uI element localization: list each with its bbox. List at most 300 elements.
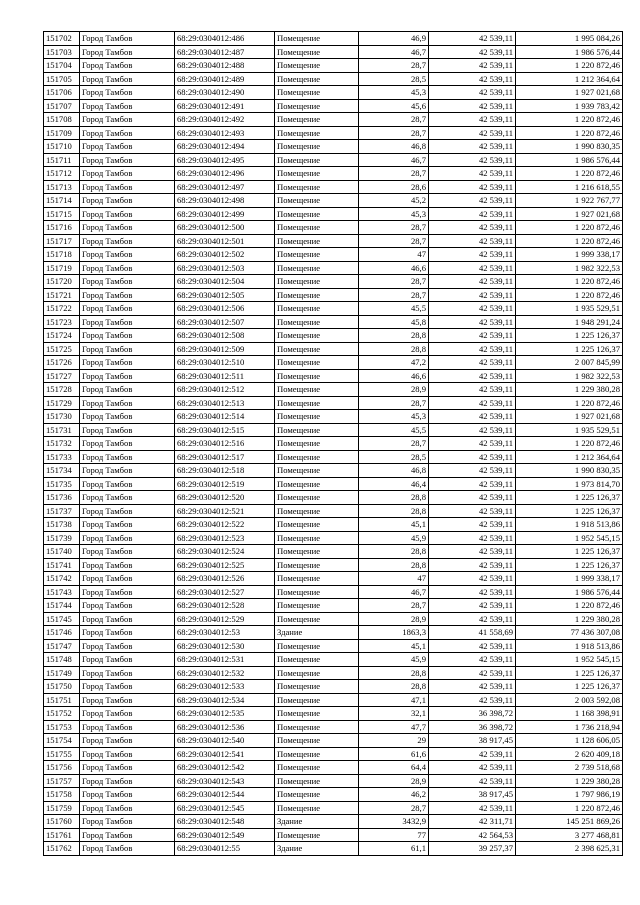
object-type-cell: Помещение <box>275 194 359 208</box>
row-number-cell: 151733 <box>44 450 80 464</box>
object-type-cell: Помещение <box>275 558 359 572</box>
object-type-cell: Помещение <box>275 207 359 221</box>
object-type-cell: Помещение <box>275 180 359 194</box>
specific-value-cell: 42 539,11 <box>429 585 516 599</box>
row-number-cell: 151735 <box>44 477 80 491</box>
city-cell: Город Тамбов <box>80 86 175 100</box>
city-cell: Город Тамбов <box>80 788 175 802</box>
object-type-cell: Помещение <box>275 45 359 59</box>
city-cell: Город Тамбов <box>80 194 175 208</box>
row-number-cell: 151732 <box>44 437 80 451</box>
table-row <box>44 734 623 748</box>
table-row <box>44 410 623 424</box>
row-number-cell: 151702 <box>44 32 80 46</box>
object-type-cell: Помещение <box>275 99 359 113</box>
city-cell: Город Тамбов <box>80 450 175 464</box>
row-number-cell: 151756 <box>44 761 80 775</box>
table-row <box>44 801 623 815</box>
city-cell: Город Тамбов <box>80 626 175 640</box>
cadastral-number-cell: 68:29:0304012:507 <box>175 315 275 329</box>
object-type-cell: Помещение <box>275 653 359 667</box>
area-cell: 61,1 <box>359 842 429 856</box>
cadastral-value-cell: 1 225 126,37 <box>516 545 623 559</box>
object-type-cell: Помещение <box>275 612 359 626</box>
table-row <box>44 126 623 140</box>
object-type-cell: Помещение <box>275 369 359 383</box>
city-cell: Город Тамбов <box>80 653 175 667</box>
city-cell: Город Тамбов <box>80 680 175 694</box>
area-cell: 47,2 <box>359 356 429 370</box>
object-type-cell: Помещение <box>275 72 359 86</box>
cadastral-value-cell: 1 220 872,46 <box>516 221 623 235</box>
cadastral-value-cell: 1 736 218,94 <box>516 720 623 734</box>
area-cell: 46,8 <box>359 464 429 478</box>
cadastral-number-cell: 68:29:0304012:493 <box>175 126 275 140</box>
cadastral-value-cell: 1 220 872,46 <box>516 126 623 140</box>
specific-value-cell: 42 539,11 <box>429 774 516 788</box>
cadastral-number-cell: 68:29:0304012:502 <box>175 248 275 262</box>
city-cell: Город Тамбов <box>80 126 175 140</box>
cadastral-value-cell: 1 220 872,46 <box>516 59 623 73</box>
specific-value-cell: 42 539,11 <box>429 275 516 289</box>
cadastral-number-cell: 68:29:0304012:488 <box>175 59 275 73</box>
area-cell: 46,9 <box>359 32 429 46</box>
row-number-cell: 151739 <box>44 531 80 545</box>
specific-value-cell: 42 539,11 <box>429 32 516 46</box>
object-type-cell: Помещение <box>275 491 359 505</box>
row-number-cell: 151711 <box>44 153 80 167</box>
object-type-cell: Помещение <box>275 585 359 599</box>
area-cell: 46,7 <box>359 585 429 599</box>
city-cell: Город Тамбов <box>80 99 175 113</box>
specific-value-cell: 42 539,11 <box>429 302 516 316</box>
object-type-cell: Помещение <box>275 464 359 478</box>
object-type-cell: Помещение <box>275 720 359 734</box>
specific-value-cell: 42 539,11 <box>429 167 516 181</box>
specific-value-cell: 36 398,72 <box>429 707 516 721</box>
city-cell: Город Тамбов <box>80 477 175 491</box>
table-row <box>44 450 623 464</box>
specific-value-cell: 41 558,69 <box>429 626 516 640</box>
row-number-cell: 151730 <box>44 410 80 424</box>
object-type-cell: Помещение <box>275 437 359 451</box>
city-cell: Город Тамбов <box>80 842 175 856</box>
table-row <box>44 828 623 842</box>
area-cell: 45,2 <box>359 194 429 208</box>
cadastral-number-cell: 68:29:0304012:505 <box>175 288 275 302</box>
cadastral-value-cell: 77 436 307,08 <box>516 626 623 640</box>
area-cell: 28,8 <box>359 545 429 559</box>
city-cell: Город Тамбов <box>80 32 175 46</box>
city-cell: Город Тамбов <box>80 140 175 154</box>
area-cell: 47 <box>359 248 429 262</box>
object-type-cell: Помещение <box>275 167 359 181</box>
cadastral-value-cell: 1 973 814,70 <box>516 477 623 491</box>
cadastral-number-cell: 68:29:0304012:498 <box>175 194 275 208</box>
specific-value-cell: 42 539,11 <box>429 288 516 302</box>
area-cell: 28,7 <box>359 221 429 235</box>
city-cell: Город Тамбов <box>80 207 175 221</box>
city-cell: Город Тамбов <box>80 383 175 397</box>
cadastral-number-cell: 68:29:0304012:522 <box>175 518 275 532</box>
city-cell: Город Тамбов <box>80 612 175 626</box>
cadastral-number-cell: 68:29:0304012:515 <box>175 423 275 437</box>
table-row <box>44 383 623 397</box>
cadastral-number-cell: 68:29:0304012:524 <box>175 545 275 559</box>
table-row <box>44 194 623 208</box>
table-row <box>44 545 623 559</box>
table-row <box>44 288 623 302</box>
specific-value-cell: 42 539,11 <box>429 531 516 545</box>
specific-value-cell: 42 539,11 <box>429 653 516 667</box>
cadastral-number-cell: 68:29:0304012:541 <box>175 747 275 761</box>
area-cell: 28,6 <box>359 180 429 194</box>
cadastral-value-cell: 1 220 872,46 <box>516 599 623 613</box>
table-row <box>44 585 623 599</box>
cadastral-value-cell: 1 935 529,51 <box>516 302 623 316</box>
object-type-cell: Помещение <box>275 383 359 397</box>
cadastral-number-cell: 68:29:0304012:529 <box>175 612 275 626</box>
specific-value-cell: 42 539,11 <box>429 801 516 815</box>
specific-value-cell: 42 539,11 <box>429 639 516 653</box>
area-cell: 3432,9 <box>359 815 429 829</box>
row-number-cell: 151738 <box>44 518 80 532</box>
cadastral-number-cell: 68:29:0304012:521 <box>175 504 275 518</box>
table-row <box>44 693 623 707</box>
cadastral-value-cell: 1 995 084,26 <box>516 32 623 46</box>
table-row <box>44 153 623 167</box>
cadastral-number-cell: 68:29:0304012:499 <box>175 207 275 221</box>
specific-value-cell: 42 539,11 <box>429 396 516 410</box>
cadastral-number-cell: 68:29:0304012:495 <box>175 153 275 167</box>
object-type-cell: Помещение <box>275 572 359 586</box>
area-cell: 45,5 <box>359 423 429 437</box>
area-cell: 28,7 <box>359 396 429 410</box>
cadastral-number-cell: 68:29:0304012:518 <box>175 464 275 478</box>
object-type-cell: Помещение <box>275 221 359 235</box>
city-cell: Город Тамбов <box>80 599 175 613</box>
row-number-cell: 151736 <box>44 491 80 505</box>
cadastral-number-cell: 68:29:0304012:516 <box>175 437 275 451</box>
cadastral-number-cell: 68:29:0304012:519 <box>175 477 275 491</box>
cadastral-value-cell: 1 922 767,77 <box>516 194 623 208</box>
specific-value-cell: 42 539,11 <box>429 572 516 586</box>
cadastral-value-cell: 1 168 398,91 <box>516 707 623 721</box>
row-number-cell: 151709 <box>44 126 80 140</box>
row-number-cell: 151722 <box>44 302 80 316</box>
table-row <box>44 815 623 829</box>
table-row <box>44 342 623 356</box>
row-number-cell: 151731 <box>44 423 80 437</box>
area-cell: 28,9 <box>359 383 429 397</box>
area-cell: 47 <box>359 572 429 586</box>
cadastral-value-cell: 1 229 380,28 <box>516 383 623 397</box>
row-number-cell: 151737 <box>44 504 80 518</box>
city-cell: Город Тамбов <box>80 801 175 815</box>
cadastral-value-cell: 1 220 872,46 <box>516 113 623 127</box>
specific-value-cell: 42 539,11 <box>429 369 516 383</box>
specific-value-cell: 42 539,11 <box>429 680 516 694</box>
city-cell: Город Тамбов <box>80 720 175 734</box>
city-cell: Город Тамбов <box>80 248 175 262</box>
area-cell: 77 <box>359 828 429 842</box>
row-number-cell: 151734 <box>44 464 80 478</box>
cadastral-value-cell: 1 918 513,86 <box>516 518 623 532</box>
table-row <box>44 747 623 761</box>
specific-value-cell: 42 539,11 <box>429 558 516 572</box>
object-type-cell: Помещение <box>275 545 359 559</box>
specific-value-cell: 42 539,11 <box>429 221 516 235</box>
cadastral-number-cell: 68:29:0304012:543 <box>175 774 275 788</box>
row-number-cell: 151717 <box>44 234 80 248</box>
cadastral-number-cell: 68:29:0304012:503 <box>175 261 275 275</box>
cadastral-number-cell: 68:29:0304012:512 <box>175 383 275 397</box>
cadastral-value-cell: 1 982 322,53 <box>516 261 623 275</box>
table-row <box>44 302 623 316</box>
table-row <box>44 666 623 680</box>
city-cell: Город Тамбов <box>80 464 175 478</box>
city-cell: Город Тамбов <box>80 558 175 572</box>
cadastral-number-cell: 68:29:0304012:549 <box>175 828 275 842</box>
city-cell: Город Тамбов <box>80 572 175 586</box>
row-number-cell: 151747 <box>44 639 80 653</box>
specific-value-cell: 42 539,11 <box>429 329 516 343</box>
city-cell: Город Тамбов <box>80 747 175 761</box>
area-cell: 46,7 <box>359 45 429 59</box>
area-cell: 1863,3 <box>359 626 429 640</box>
cadastral-number-cell: 68:29:0304012:55 <box>175 842 275 856</box>
row-number-cell: 151720 <box>44 275 80 289</box>
specific-value-cell: 38 917,45 <box>429 788 516 802</box>
city-cell: Город Тамбов <box>80 302 175 316</box>
table-row <box>44 653 623 667</box>
row-number-cell: 151742 <box>44 572 80 586</box>
city-cell: Город Тамбов <box>80 774 175 788</box>
object-type-cell: Помещение <box>275 423 359 437</box>
cadastral-value-cell: 1 220 872,46 <box>516 167 623 181</box>
specific-value-cell: 38 917,45 <box>429 734 516 748</box>
specific-value-cell: 42 564,53 <box>429 828 516 842</box>
cadastral-value-cell: 145 251 869,26 <box>516 815 623 829</box>
specific-value-cell: 42 539,11 <box>429 207 516 221</box>
object-type-cell: Помещение <box>275 761 359 775</box>
row-number-cell: 151749 <box>44 666 80 680</box>
table-row <box>44 248 623 262</box>
table-row <box>44 396 623 410</box>
cadastral-value-cell: 2 620 409,18 <box>516 747 623 761</box>
cadastral-number-cell: 68:29:0304012:501 <box>175 234 275 248</box>
cadastral-value-cell: 1 225 126,37 <box>516 491 623 505</box>
row-number-cell: 151721 <box>44 288 80 302</box>
area-cell: 45,9 <box>359 531 429 545</box>
table-row <box>44 315 623 329</box>
city-cell: Город Тамбов <box>80 585 175 599</box>
cadastral-value-cell: 1 999 338,17 <box>516 248 623 262</box>
table-row <box>44 423 623 437</box>
row-number-cell: 151762 <box>44 842 80 856</box>
specific-value-cell: 42 539,11 <box>429 599 516 613</box>
area-cell: 46,6 <box>359 261 429 275</box>
object-type-cell: Помещение <box>275 356 359 370</box>
table-row <box>44 72 623 86</box>
specific-value-cell: 42 539,11 <box>429 248 516 262</box>
table-row <box>44 207 623 221</box>
table-row <box>44 261 623 275</box>
city-cell: Город Тамбов <box>80 396 175 410</box>
cadastral-value-cell: 1 220 872,46 <box>516 275 623 289</box>
cadastral-value-cell: 2 398 625,31 <box>516 842 623 856</box>
area-cell: 46,2 <box>359 788 429 802</box>
object-type-cell: Помещение <box>275 599 359 613</box>
area-cell: 28,7 <box>359 126 429 140</box>
table-row <box>44 275 623 289</box>
cadastral-value-cell: 1 986 576,44 <box>516 585 623 599</box>
area-cell: 47,1 <box>359 693 429 707</box>
area-cell: 45,6 <box>359 99 429 113</box>
cadastral-number-cell: 68:29:0304012:511 <box>175 369 275 383</box>
city-cell: Город Тамбов <box>80 491 175 505</box>
table-row <box>44 518 623 532</box>
object-type-cell: Помещение <box>275 126 359 140</box>
cadastral-value-cell: 1 220 872,46 <box>516 437 623 451</box>
area-cell: 61,6 <box>359 747 429 761</box>
cadastral-number-cell: 68:29:0304012:532 <box>175 666 275 680</box>
table-row <box>44 32 623 46</box>
cadastral-number-cell: 68:29:0304012:525 <box>175 558 275 572</box>
specific-value-cell: 42 539,11 <box>429 180 516 194</box>
cadastral-number-cell: 68:29:0304012:534 <box>175 693 275 707</box>
area-cell: 45,1 <box>359 518 429 532</box>
city-cell: Город Тамбов <box>80 261 175 275</box>
city-cell: Город Тамбов <box>80 504 175 518</box>
area-cell: 45,3 <box>359 207 429 221</box>
specific-value-cell: 42 539,11 <box>429 99 516 113</box>
row-number-cell: 151758 <box>44 788 80 802</box>
row-number-cell: 151704 <box>44 59 80 73</box>
cadastral-number-cell: 68:29:0304012:523 <box>175 531 275 545</box>
specific-value-cell: 42 539,11 <box>429 86 516 100</box>
row-number-cell: 151726 <box>44 356 80 370</box>
city-cell: Город Тамбов <box>80 518 175 532</box>
specific-value-cell: 42 539,11 <box>429 761 516 775</box>
city-cell: Город Тамбов <box>80 707 175 721</box>
area-cell: 28,9 <box>359 612 429 626</box>
row-number-cell: 151714 <box>44 194 80 208</box>
area-cell: 29 <box>359 734 429 748</box>
area-cell: 28,8 <box>359 666 429 680</box>
city-cell: Город Тамбов <box>80 288 175 302</box>
specific-value-cell: 42 539,11 <box>429 491 516 505</box>
cadastral-value-cell: 1 225 126,37 <box>516 666 623 680</box>
cadastral-number-cell: 68:29:0304012:527 <box>175 585 275 599</box>
cadastral-value-cell: 2 739 518,68 <box>516 761 623 775</box>
specific-value-cell: 42 539,11 <box>429 747 516 761</box>
city-cell: Город Тамбов <box>80 180 175 194</box>
cadastral-value-cell: 1 982 322,53 <box>516 369 623 383</box>
table-row <box>44 842 623 856</box>
table-row <box>44 356 623 370</box>
cadastral-number-cell: 68:29:0304012:531 <box>175 653 275 667</box>
area-cell: 28,8 <box>359 558 429 572</box>
cadastral-number-cell: 68:29:0304012:517 <box>175 450 275 464</box>
cadastral-value-cell: 1 948 291,24 <box>516 315 623 329</box>
city-cell: Город Тамбов <box>80 531 175 545</box>
cadastral-value-cell: 3 277 468,81 <box>516 828 623 842</box>
cadastral-number-cell: 68:29:0304012:514 <box>175 410 275 424</box>
area-cell: 28,7 <box>359 234 429 248</box>
area-cell: 45,3 <box>359 86 429 100</box>
city-cell: Город Тамбов <box>80 666 175 680</box>
table-row <box>44 626 623 640</box>
table-row <box>44 45 623 59</box>
object-type-cell: Помещение <box>275 828 359 842</box>
row-number-cell: 151727 <box>44 369 80 383</box>
object-type-cell: Помещение <box>275 288 359 302</box>
row-number-cell: 151716 <box>44 221 80 235</box>
cadastral-value-cell: 1 216 618,55 <box>516 180 623 194</box>
table-row <box>44 477 623 491</box>
area-cell: 45,5 <box>359 302 429 316</box>
area-cell: 45,9 <box>359 653 429 667</box>
cadastral-number-cell: 68:29:0304012:496 <box>175 167 275 181</box>
specific-value-cell: 42 539,11 <box>429 113 516 127</box>
city-cell: Город Тамбов <box>80 423 175 437</box>
cadastral-value-cell: 1 990 830,35 <box>516 140 623 154</box>
area-cell: 28,8 <box>359 329 429 343</box>
city-cell: Город Тамбов <box>80 828 175 842</box>
cadastral-value-cell: 1 986 576,44 <box>516 153 623 167</box>
specific-value-cell: 42 539,11 <box>429 612 516 626</box>
specific-value-cell: 42 539,11 <box>429 450 516 464</box>
row-number-cell: 151725 <box>44 342 80 356</box>
row-number-cell: 151708 <box>44 113 80 127</box>
row-number-cell: 151728 <box>44 383 80 397</box>
cadastral-number-cell: 68:29:0304012:510 <box>175 356 275 370</box>
row-number-cell: 151745 <box>44 612 80 626</box>
area-cell: 47,7 <box>359 720 429 734</box>
object-type-cell: Помещение <box>275 531 359 545</box>
cadastral-value-cell: 1 225 126,37 <box>516 558 623 572</box>
table-row <box>44 86 623 100</box>
specific-value-cell: 42 539,11 <box>429 342 516 356</box>
row-number-cell: 151754 <box>44 734 80 748</box>
object-type-cell: Помещение <box>275 396 359 410</box>
row-number-cell: 151724 <box>44 329 80 343</box>
area-cell: 28,9 <box>359 774 429 788</box>
specific-value-cell: 42 539,11 <box>429 261 516 275</box>
object-type-cell: Помещение <box>275 153 359 167</box>
city-cell: Город Тамбов <box>80 734 175 748</box>
cadastral-number-cell: 68:29:0304012:530 <box>175 639 275 653</box>
city-cell: Город Тамбов <box>80 45 175 59</box>
area-cell: 28,7 <box>359 275 429 289</box>
area-cell: 28,7 <box>359 801 429 815</box>
object-type-cell: Помещение <box>275 234 359 248</box>
object-type-cell: Помещение <box>275 734 359 748</box>
cadastral-number-cell: 68:29:0304012:509 <box>175 342 275 356</box>
cadastral-value-cell: 2 003 592,08 <box>516 693 623 707</box>
cadastral-value-cell: 1 212 364,64 <box>516 450 623 464</box>
specific-value-cell: 42 539,11 <box>429 356 516 370</box>
row-number-cell: 151706 <box>44 86 80 100</box>
row-number-cell: 151713 <box>44 180 80 194</box>
area-cell: 28,8 <box>359 680 429 694</box>
table-row <box>44 788 623 802</box>
object-type-cell: Помещение <box>275 410 359 424</box>
cadastral-number-cell: 68:29:0304012:497 <box>175 180 275 194</box>
city-cell: Город Тамбов <box>80 639 175 653</box>
row-number-cell: 151719 <box>44 261 80 275</box>
